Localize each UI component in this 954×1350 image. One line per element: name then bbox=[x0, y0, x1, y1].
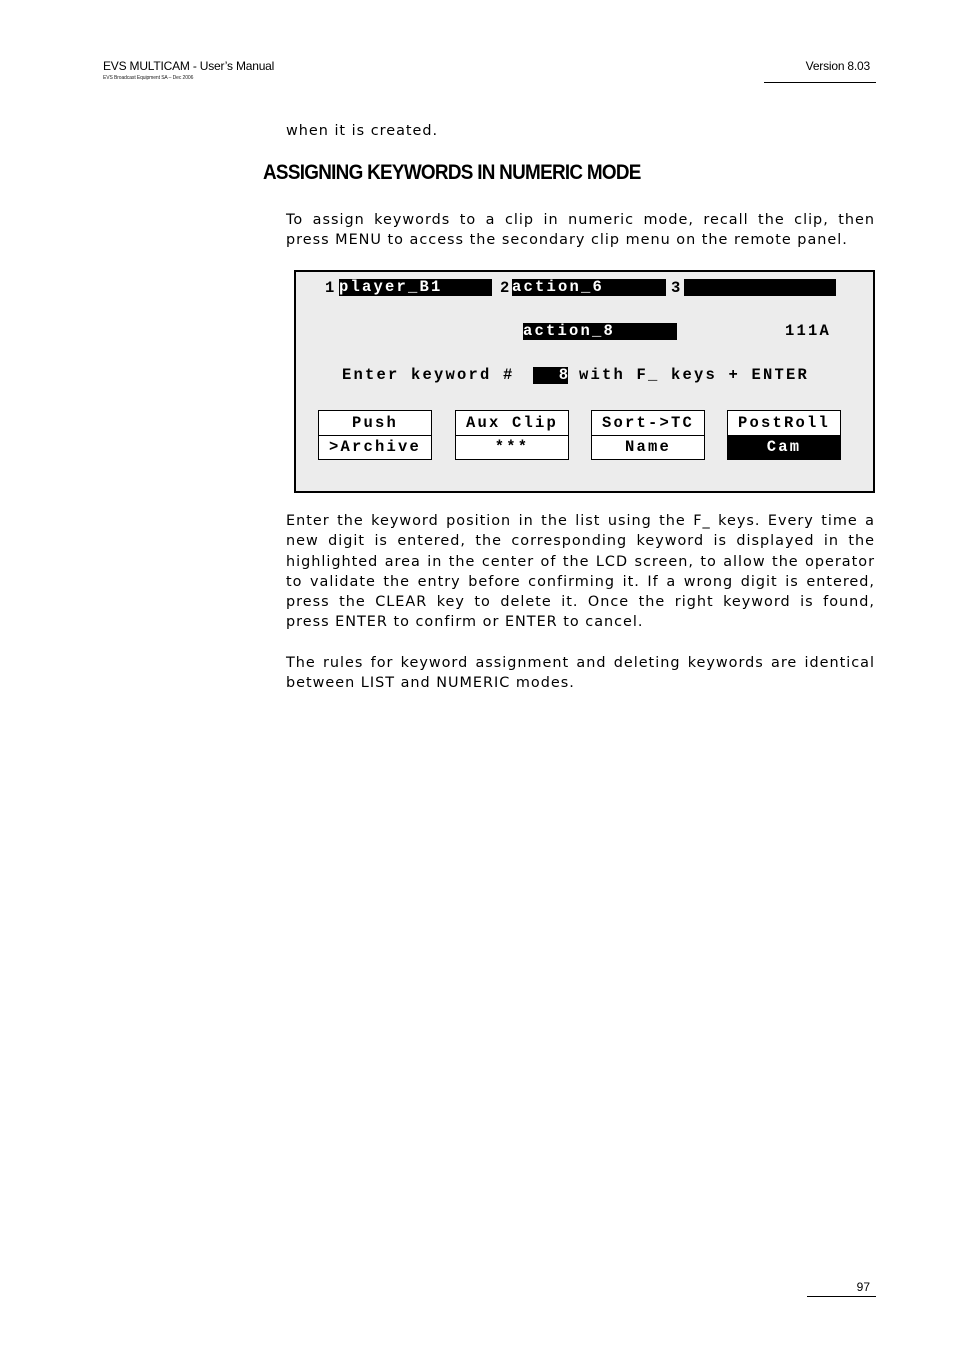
f-key-1-bottom: >Archive bbox=[328, 438, 421, 456]
clip-id: 111A bbox=[785, 322, 832, 340]
header-rule bbox=[764, 82, 876, 83]
keyword-number-field: 8 bbox=[533, 367, 568, 384]
f-key-4 bbox=[727, 410, 841, 460]
keyword-slot-2-number: 2 bbox=[500, 279, 512, 297]
assign-paragraph: To assign keywords to a clip in numeric mode, recall the clip, then press MENU to access the secondary clip menu on the remote panel. bbox=[286, 212, 875, 249]
f-key-3-bottom: Name bbox=[624, 438, 671, 456]
keyword-slot-3 bbox=[684, 279, 836, 296]
section-heading: ASSIGNING KEYWORDS IN NUMERIC MODE bbox=[263, 161, 641, 184]
f-key-1-top: Push bbox=[319, 411, 431, 436]
f-key-2-top: Aux Clip bbox=[456, 411, 568, 436]
publisher-line: EVS Broadcast Equipment SA – Dec 2006 bbox=[103, 75, 194, 81]
version-label: Version 8.03 bbox=[805, 59, 870, 73]
rules-paragraph: The rules for keyword assignment and deleting keywords are identical between LIST and NUMERIC modes. bbox=[286, 655, 875, 692]
f-key-3 bbox=[591, 410, 705, 460]
f-key-4-bottom: Cam bbox=[728, 436, 840, 459]
f-key-1 bbox=[318, 410, 432, 460]
prompt-suffix: with F_ keys + ENTER bbox=[579, 366, 810, 384]
keyword-slot-3-number: 3 bbox=[671, 279, 683, 297]
f-key-4-top: PostRoll bbox=[728, 411, 840, 436]
lcd-screen bbox=[294, 270, 875, 493]
f-key-2 bbox=[455, 410, 569, 460]
keyword-slot-2: action_6 bbox=[512, 279, 666, 296]
keyword-slot-1: player_B1 bbox=[339, 279, 492, 296]
prompt-prefix: Enter keyword # bbox=[342, 366, 515, 384]
selected-keyword: action_8 bbox=[523, 323, 677, 340]
page-number: 97 bbox=[856, 1280, 870, 1294]
keyword-slot-1-number: 1 bbox=[325, 279, 337, 297]
enter-paragraph: Enter the keyword position in the list using the F_ keys. Every time a new digit is entered, the corresponding keyword is displayed in the highlighted area in the center of the LCD screen, to allow the operator to validate the entry before confirming it. If a wrong digit is entered, press the CLEAR key to delete it. Once the right keyword is found, press ENTER to confirm or ENTER to cancel. bbox=[286, 513, 875, 631]
f-key-2-bottom: *** bbox=[494, 438, 530, 456]
intro-text: when it is created. bbox=[286, 123, 439, 139]
footer-rule bbox=[807, 1296, 876, 1297]
manual-title: EVS MULTICAM - User’s Manual bbox=[103, 59, 275, 73]
f-key-3-top: Sort->TC bbox=[592, 411, 704, 436]
